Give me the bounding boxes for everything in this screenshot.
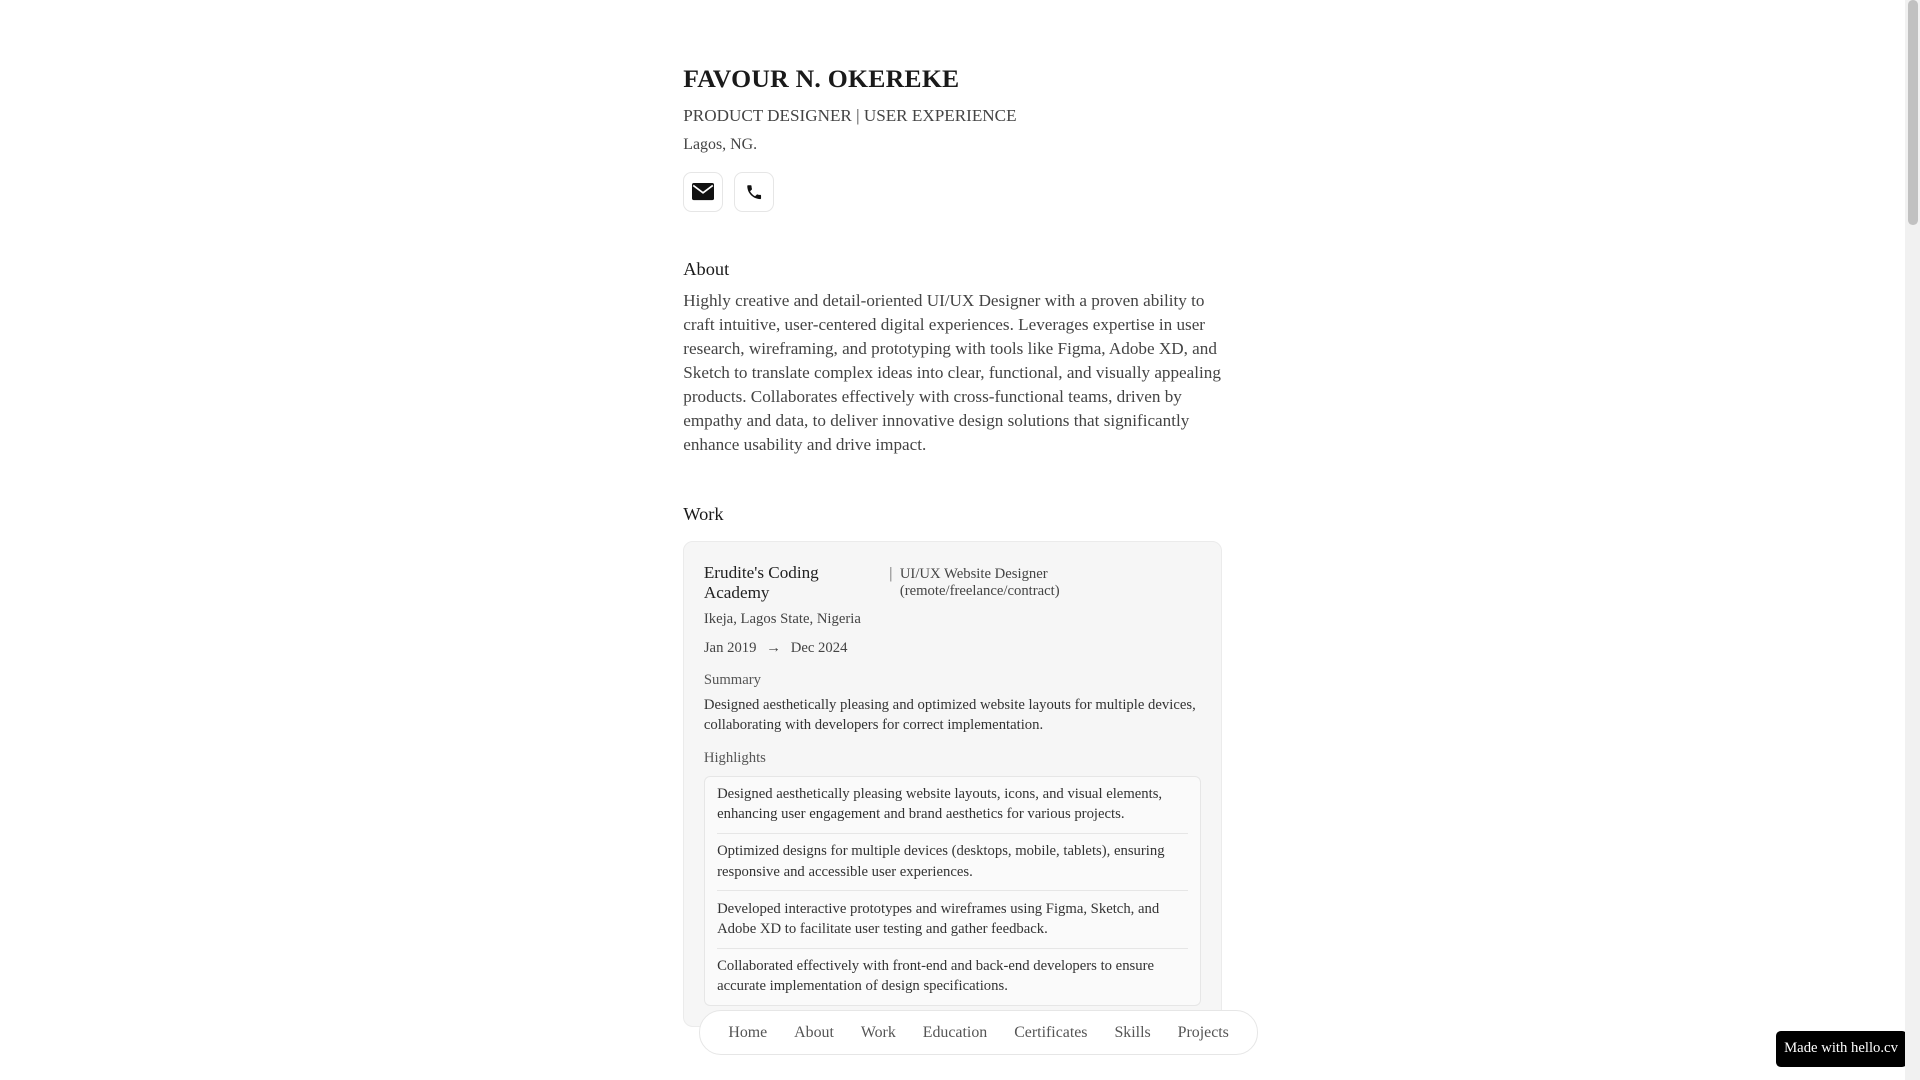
resume	[683, 64, 1222, 1027]
about-section	[683, 259, 1222, 458]
job-card	[683, 541, 1222, 1027]
nav-certificates[interactable]: Certificates	[1014, 1023, 1088, 1041]
about-heading: About	[683, 258, 730, 279]
nav-projects[interactable]: Projects	[1177, 1023, 1229, 1041]
job-dates	[704, 640, 1202, 657]
arrow: →	[766, 640, 781, 657]
job-title: PRODUCT DESIGNER | USER EXPERIENCE	[683, 105, 1017, 125]
job-location: Ikeja, Lagos State, Nigeria	[703, 611, 861, 628]
company: Erudite's Coding Academy	[703, 562, 819, 602]
position: UI/UX Website Designer (remote/freelance/contract)	[899, 565, 1060, 599]
made-with-hellocv-badge[interactable]: Made with hello.cv	[1776, 1031, 1907, 1067]
summary-text: Designed aesthetically pleasing and optimized website layouts for multiple devices, collaborating with developers for correct implementation.	[703, 697, 1196, 734]
name: FAVOUR N. OKEREKE	[683, 63, 960, 93]
end-date: Dec 2024	[790, 640, 848, 657]
nav-education[interactable]: Education	[922, 1023, 988, 1041]
work-heading: Work	[683, 503, 724, 524]
email-icon	[692, 183, 714, 200]
highlights-label: Highlights	[703, 750, 766, 767]
highlights-list	[704, 776, 1202, 1006]
phone-icon	[745, 183, 763, 201]
nav-skills[interactable]: Skills	[1114, 1023, 1151, 1041]
nav-work[interactable]: Work	[860, 1023, 896, 1041]
nav-home[interactable]: Home	[728, 1023, 768, 1041]
highlight-item: Developed interactive prototypes and wireframes using Figma, Sketch, and Adobe XD to facilitate user testing and gather feedback.	[717, 891, 1188, 948]
summary-label: Summary	[703, 672, 761, 689]
location: Lagos, NG.	[683, 135, 758, 153]
separator: |	[889, 564, 893, 582]
nav-about[interactable]: About	[794, 1023, 834, 1041]
scrollbar-thumb[interactable]	[1908, 0, 1918, 225]
about-text: Highly creative and detail-oriented UI/UX Designer with a proven ability to craft intuitive, user-centered digital experiences. Leverages expertise in user research, wireframing, and prototyping with tools like Figma, Adobe XD, and Sketch to translate complex ideas into clear, functional, and visually appealing products. Collaborates effectively with cross-functional teams, driven by empathy and data, to deliver innovative design solutions that significantly enhance usability and drive impact.	[683, 291, 1221, 455]
phone-button[interactable]	[734, 172, 774, 212]
highlight-item: Designed aesthetically pleasing website layouts, icons, and visual elements, enhancing user engagement and brand aesthetics for various projects.	[717, 777, 1188, 834]
start-date: Jan 2019	[703, 640, 757, 657]
highlight-item: Optimized designs for multiple devices (desktops, mobile, tablets), ensuring responsive and accessible user experiences.	[717, 834, 1188, 891]
highlight-item: Collaborated effectively with front-end and back-end developers to ensure accurate implementation of design specifications.	[717, 958, 1155, 995]
section-nav	[699, 1010, 1258, 1055]
work-section	[683, 504, 1222, 1027]
email-button[interactable]	[683, 172, 723, 212]
